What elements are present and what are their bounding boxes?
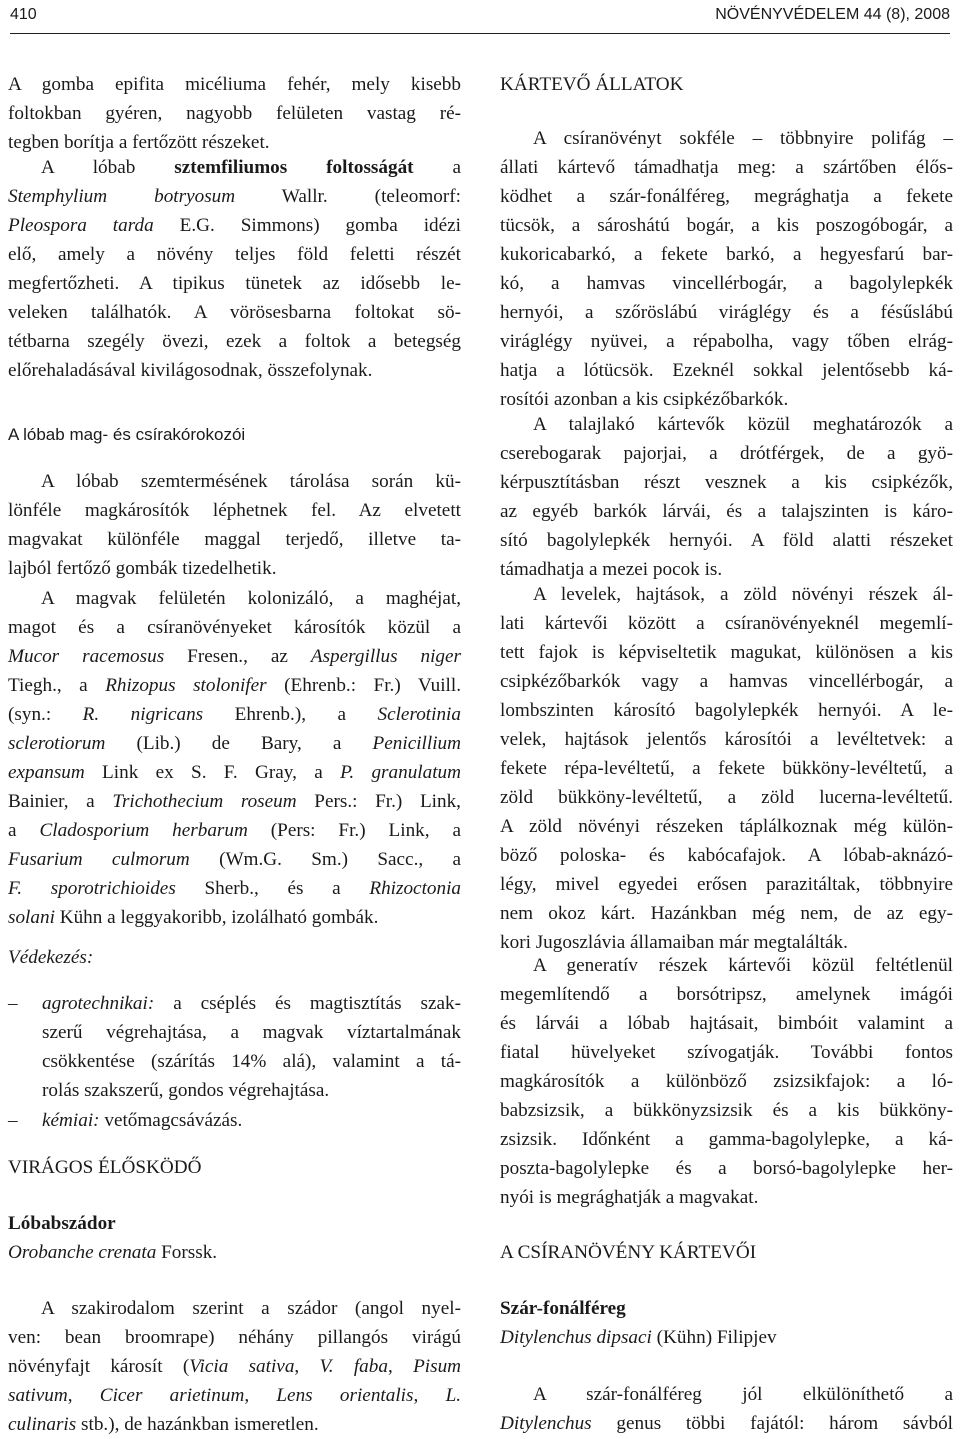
polyphagous-paragraph-line: állati kártevő támadhatja meg: a szártőben élős- [500,157,953,178]
pathogen-paragraph-line: Fusarium culmorum (Wm.G. Sm.) Sacc., a [8,849,461,870]
stemphylium-paragraph-line: előrehaladásával kivilágosodnak, összefolynak. [8,360,373,381]
soil-pests-paragraph-line: sító bagolylepkék hernyói. A föld alatti részeket [500,530,953,551]
leaf-pests-paragraph-line: lati kártevői között a csíranövényeknél megemlí- [500,613,953,634]
polyphagous-paragraph-line: ködhet a szár-fonálféreg, megrághatja a fekete [500,186,953,207]
stemphylium-paragraph-line: megfertőzheti. A tipikus tünetek az idősebb le- [8,273,461,294]
broomrape-paragraph-line: növényfajt károsít (Vicia sativa, V. faba, Pisum [8,1356,462,1377]
journal-citation: NÖVÉNYVÉDELEM 44 (8), 2008 [715,6,950,23]
pathogen-paragraph-line: A magvak felületén kolonizáló, a maghéjat, [41,588,461,609]
soil-pests-paragraph-line: támadhatja a mezei pocok is. [500,559,723,580]
agrotechnical-item-line: agrotechnikai: a cséplés és magtisztítás szak- [42,993,461,1014]
agrotechnical-item-line: csökkentése (szárítás 14% alá), valamint a tá- [42,1051,461,1072]
generative-pests-paragraph-line: magkárosítók a különböző zsizsikfajok: a ló- [500,1071,953,1092]
leaf-pests-paragraph-line: A zöld növényi részeken táplálkoznak még külön- [500,816,953,837]
broomrape-paragraph-line: sativum, Cicer arietinum, Lens orientalis, L. [8,1385,462,1406]
generative-pests-paragraph-line: megemlítendő a borsótripsz, amelynek imágói [500,984,953,1005]
stemphylium-paragraph-line: tétbarna szegély övezi, ezek a foltok a betegség [8,331,461,352]
pathogen-paragraph-line: expansum Link ex S. F. Gray, a P. granulatum [8,762,461,783]
soil-pests-paragraph-line: az egyéb barkók lárvái, és a talajszinten is káro- [500,501,953,522]
leaf-pests-paragraph-line: légy, mivel egyedei erősen parazitáltak, többnyire [500,874,953,895]
leaf-pests-paragraph-line: böző poloska- és kabócafajok. A lóbab-aknázó- [500,845,953,866]
header-rule [10,33,950,34]
running-header [10,6,950,26]
pathogen-paragraph-line: magot és a csíranövényeket károsítók közül a [8,617,461,638]
intro-paragraph-line: tegben borítja a fertőzött részeket. [8,132,270,153]
heading-animal-pests: KÁRTEVŐ ÁLLATOK [500,74,684,95]
page-number: 410 [10,6,37,23]
leaf-pests-paragraph-line: zöld bükköny-levéltetű, a zöld lucerna-levéltetű. [500,787,953,808]
polyphagous-paragraph-line: tücsök, a sároshátú bogár, a kis poszogóbogár, a [500,215,953,236]
storage-paragraph-line: lönféle magkárosítók léphetnek fel. Az elvetett [8,500,461,521]
broomrape-paragraph-line: A szakirodalom szerint a szádor (angol nyel- [41,1298,461,1319]
intro-paragraph-line: A gomba epifita micéliuma fehér, mely kisebb [8,74,461,95]
nematode-species: Ditylenchus dipsaci (Kühn) Filipjev [500,1327,777,1348]
protection-label: Védekezés: [8,947,94,968]
soil-pests-paragraph-line: cserebogarak pajorjai, a drótférgek, de a gyö- [500,443,953,464]
leaf-pests-paragraph-line: kori Jugoszlávia államaiban már megtalálták. [500,932,848,953]
generative-pests-paragraph-line: fiatal hüvelyeket szívogatják. További fontos [500,1042,953,1063]
stemphylium-paragraph-line: Pleospora tarda E.G. Simmons) gomba idézi [8,215,462,236]
pathogen-paragraph-line: sclerotiorum (Lib.) de Bary, a Penicillium [8,733,461,754]
polyphagous-paragraph-line: rosítói azonban a kis csipkézőbarkók. [500,389,789,410]
list-dash: – [8,1110,18,1131]
leaf-pests-paragraph-line: lombszinten károsító bagolylepkék hernyói. A le- [500,700,953,721]
generative-pests-paragraph-line: poszta-bagolylepke és a borsó-bagolylepke her- [500,1158,953,1179]
polyphagous-paragraph-line: kó, a hamvas vincellérbogár, a bagolylepkék [500,273,953,294]
leaf-pests-paragraph-line: nem okoz kárt. Hazánkban még nem, de az egy- [500,903,953,924]
heading-parasitic-flowering: VIRÁGOS ÉLŐSKÖDŐ [8,1157,202,1178]
broomrape-species: Orobanche crenata Forssk. [8,1242,218,1263]
storage-paragraph-line: magvakat különféle maggal terjedő, illetve ta- [8,529,461,550]
pathogen-paragraph-line: Tiegh., a Rhizopus stolonifer (Ehrenb.: Fr.) Vuill. [8,675,461,696]
generative-pests-paragraph-line: nyói is megrághatják a magvakat. [500,1187,759,1208]
agrotechnical-item-line: rolás szakszerű, gondos végrehajtása. [42,1080,330,1101]
heading-seedling-pests: A CSÍRANÖVÉNY KÁRTEVŐI [500,1242,757,1263]
chemical-item-text: kémiai: vetőmagcsávázás. [42,1110,243,1131]
generative-pests-paragraph-line: és lárvái a lóbab hajtásait, bimbóit valamint a [500,1013,953,1034]
generative-pests-paragraph-line: A generatív részek kártevői közül feltétlenül [533,955,953,976]
storage-paragraph-line: A lóbab szemtermésének tárolása során kü- [41,471,461,492]
list-dash: – [8,993,18,1014]
pathogen-paragraph-line: a Cladosporium herbarum (Pers: Fr.) Link, a [8,820,461,841]
polyphagous-paragraph-line: kukoricabarkó, a fekete barkó, a hegyesfarú bar- [500,244,953,265]
leaf-pests-paragraph-line: A levelek, hajtások, a zöld növényi részek ál- [533,584,953,605]
nematode-paragraph-line: A szár-fonálféreg jól elkülöníthető a [533,1384,953,1405]
stemphylium-paragraph-line: Stemphylium botryosum Wallr. (teleomorf: [8,186,461,207]
polyphagous-paragraph-line: hernyói, a szőröslábú viráglégy és a fésűslábú [500,302,953,323]
pathogen-paragraph-line: Bainier, a Trichothecium roseum Pers.: Fr.) Link, [8,791,461,812]
polyphagous-paragraph-line: viráglégy nyüvei, a répabolha, vagy tőben elrág- [500,331,953,352]
pathogen-paragraph-line: solani Kühn a leggyakoribb, izolálható gombák. [8,907,379,928]
storage-paragraph-line: lajból fertőző gombák tizedelhetik. [8,558,277,579]
polyphagous-paragraph-line: hatja a lótücsök. Ezeknél sokkal jelentősebb ká- [500,360,953,381]
intro-paragraph-line: foltokban gyéren, nagyobb felületen vastag ré- [8,103,461,124]
soil-pests-paragraph-line: A talajlakó kártevők közül meghatározók a [533,414,953,435]
leaf-pests-paragraph-line: csipkézőbarkók vagy a hamvas vincellérbogár, a [500,671,953,692]
leaf-pests-paragraph-line: velek, hajtások jelentős károsítói a levéltetvek: a [500,729,953,750]
broomrape-paragraph-line: ven: bean broomrape) néhány pillangós virágú [8,1327,461,1348]
broomrape-paragraph-line: culinaris stb.), de hazánkban ismeretlen. [8,1414,319,1435]
leaf-pests-paragraph-line: fekete répa-levéltetű, a fekete bükköny-levéltetű, a [500,758,953,779]
stemphylium-paragraph-line: A lóbab sztemfiliumos foltosságát a [41,157,461,178]
stemphylium-paragraph-line: veleken találhatók. A vörösesbarna foltokat sö- [8,302,461,323]
pathogen-paragraph-line: F. sporotrichioides Sherb., és a Rhizoctonia [8,878,462,899]
polyphagous-paragraph-line: A csíranövényt sokféle – többnyire polifág – [533,128,953,149]
agrotechnical-item-line: szerű végrehajtása, a magvak víztartalmának [42,1022,461,1043]
section-title-seed-pathogens: A lóbab mag- és csírakórokozói [8,425,246,444]
generative-pests-paragraph-line: babzsizsik, a bükkönyzsizsik és a kis bükköny- [500,1100,953,1121]
leaf-pests-paragraph-line: tett fajok is képviseltetik magukat, különösen a kis [500,642,953,663]
nematode-title: Szár-fonálféreg [500,1298,626,1319]
soil-pests-paragraph-line: kérpusztításban részt vesznek a kis csipkézők, [500,472,953,493]
pathogen-paragraph-line: (syn.: R. nigricans Ehrenb.), a Sclerotinia [8,704,461,725]
stemphylium-paragraph-line: elő, amely a növény teljes föld feletti részét [8,244,461,265]
nematode-paragraph-line: Ditylenchus genus többi fajától: három sávból [500,1413,953,1434]
broomrape-title: Lóbabszádor [8,1213,116,1234]
generative-pests-paragraph-line: zsizsik. Időnként a gamma-bagolylepke, a ká- [500,1129,953,1150]
pathogen-paragraph-line: Mucor racemosus Fresen., az Aspergillus niger [8,646,462,667]
